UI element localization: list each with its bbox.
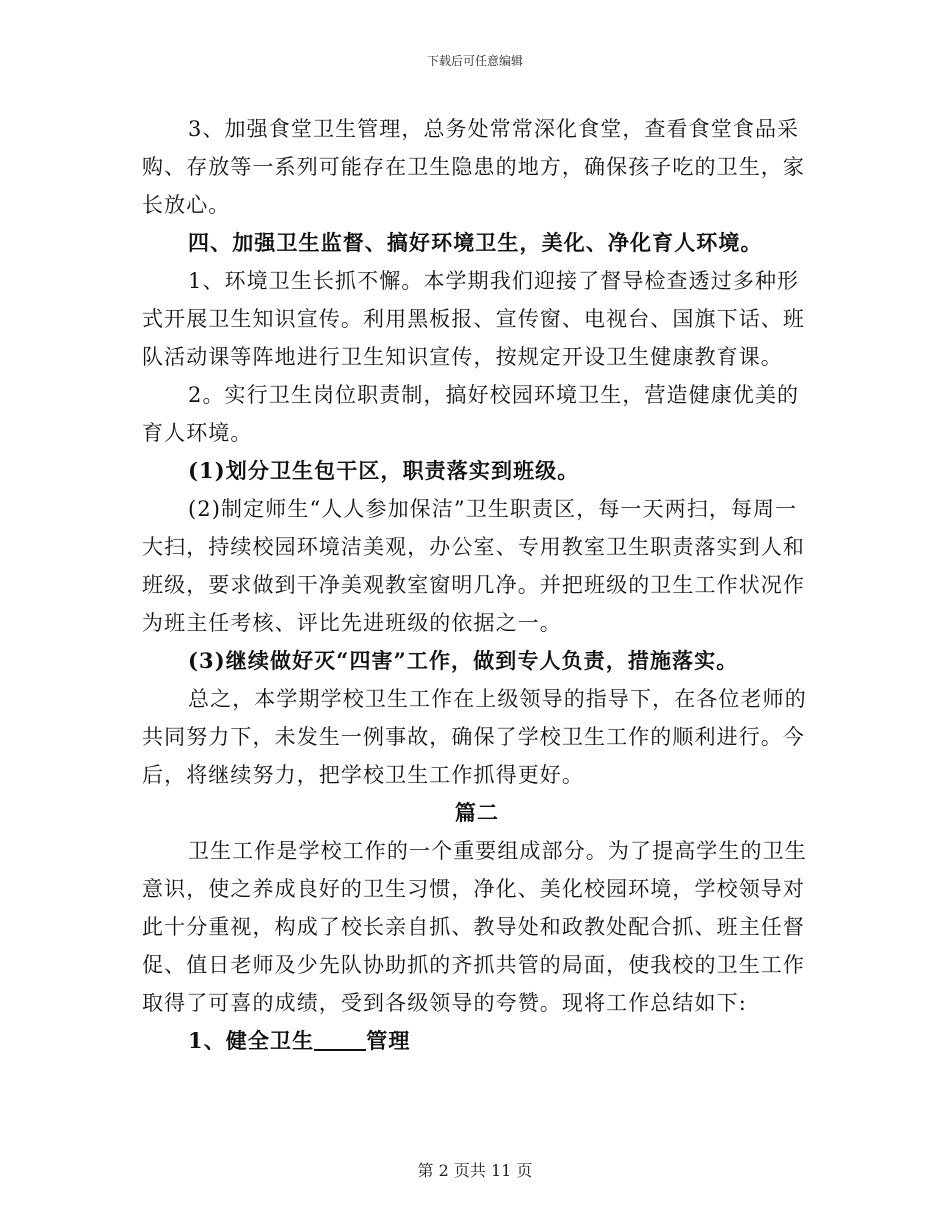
section-heading-four: 四、加强卫生监督、搞好环境卫生，美化、净化育人环境。 [188, 230, 763, 255]
heading-suffix: 管理 [366, 1028, 411, 1053]
part-two-title: 篇二 [454, 800, 500, 825]
paragraph-responsibility-system: 2。实行卫生岗位职责制，搞好校园环境卫生，营造健康优美的育人环境。 [142, 383, 800, 445]
heading-prefix: 1、健全卫生 [188, 1028, 315, 1053]
page-header-note: 下载后可任意编辑 [426, 54, 523, 68]
fill-in-blank [314, 1029, 366, 1051]
page-footer-number: 第 2 页共 11 页 [417, 1161, 533, 1180]
subheading-item-3: (3)继续做好灭“四害”工作，做到专人负责，措施落实。 [188, 648, 739, 673]
paragraph-part-two-intro: 卫生工作是学校工作的一个重要组成部分。为了提高学生的卫生意识，使之养成良好的卫生习惯，净化、美化校园环境，学校领导对此十分重视，构成了校长亲自抓、教导处和政教处配合抓、班主任督促、值日老师及少先队协助抓的齐抓共管的局面，使我校的卫生工作取得了可喜的成绩，受到各级领导的夸赞。现将工作总结如下: [142, 839, 807, 1015]
paragraph-summary: 总之，本学期学校卫生工作在上级领导的指导下，在各位老师的共同努力下，未发生一例事故，确保了学校卫生工作的顺利进行。今后，将继续努力，把学校卫生工作抓得更好。 [142, 687, 807, 787]
document-body [142, 110, 812, 1060]
paragraph-item-2: (2)制定师生“人人参加保洁”卫生职责区，每一天两扫，每周一大扫，持续校园环境洁美观，办公室、专用教室卫生职责落实到人和班级，要求做到干净美观教室窗明几净。并把班级的卫生工作状况作为班主任考核、评比先进班级的依据之一。 [142, 497, 805, 635]
paragraph-environment-hygiene: 1、环境卫生长抓不懈。本学期我们迎接了督导检查透过多种形式开展卫生知识宣传。利用黑板报、宣传窗、电视台、国旗下话、班队活动课等阵地进行卫生知识宣传，按规定开设卫生健康教育课。 [142, 269, 805, 369]
heading-health-management [142, 1022, 812, 1060]
subheading-item-1: (1)划分卫生包干区，职责落实到班级。 [188, 458, 580, 483]
paragraph-canteen-hygiene: 3、加强食堂卫生管理，总务处常常深化食堂，查看食堂食品采购、存放等一系列可能存在卫生隐患的地方，确保孩子吃的卫生，家长放心。 [142, 117, 805, 217]
